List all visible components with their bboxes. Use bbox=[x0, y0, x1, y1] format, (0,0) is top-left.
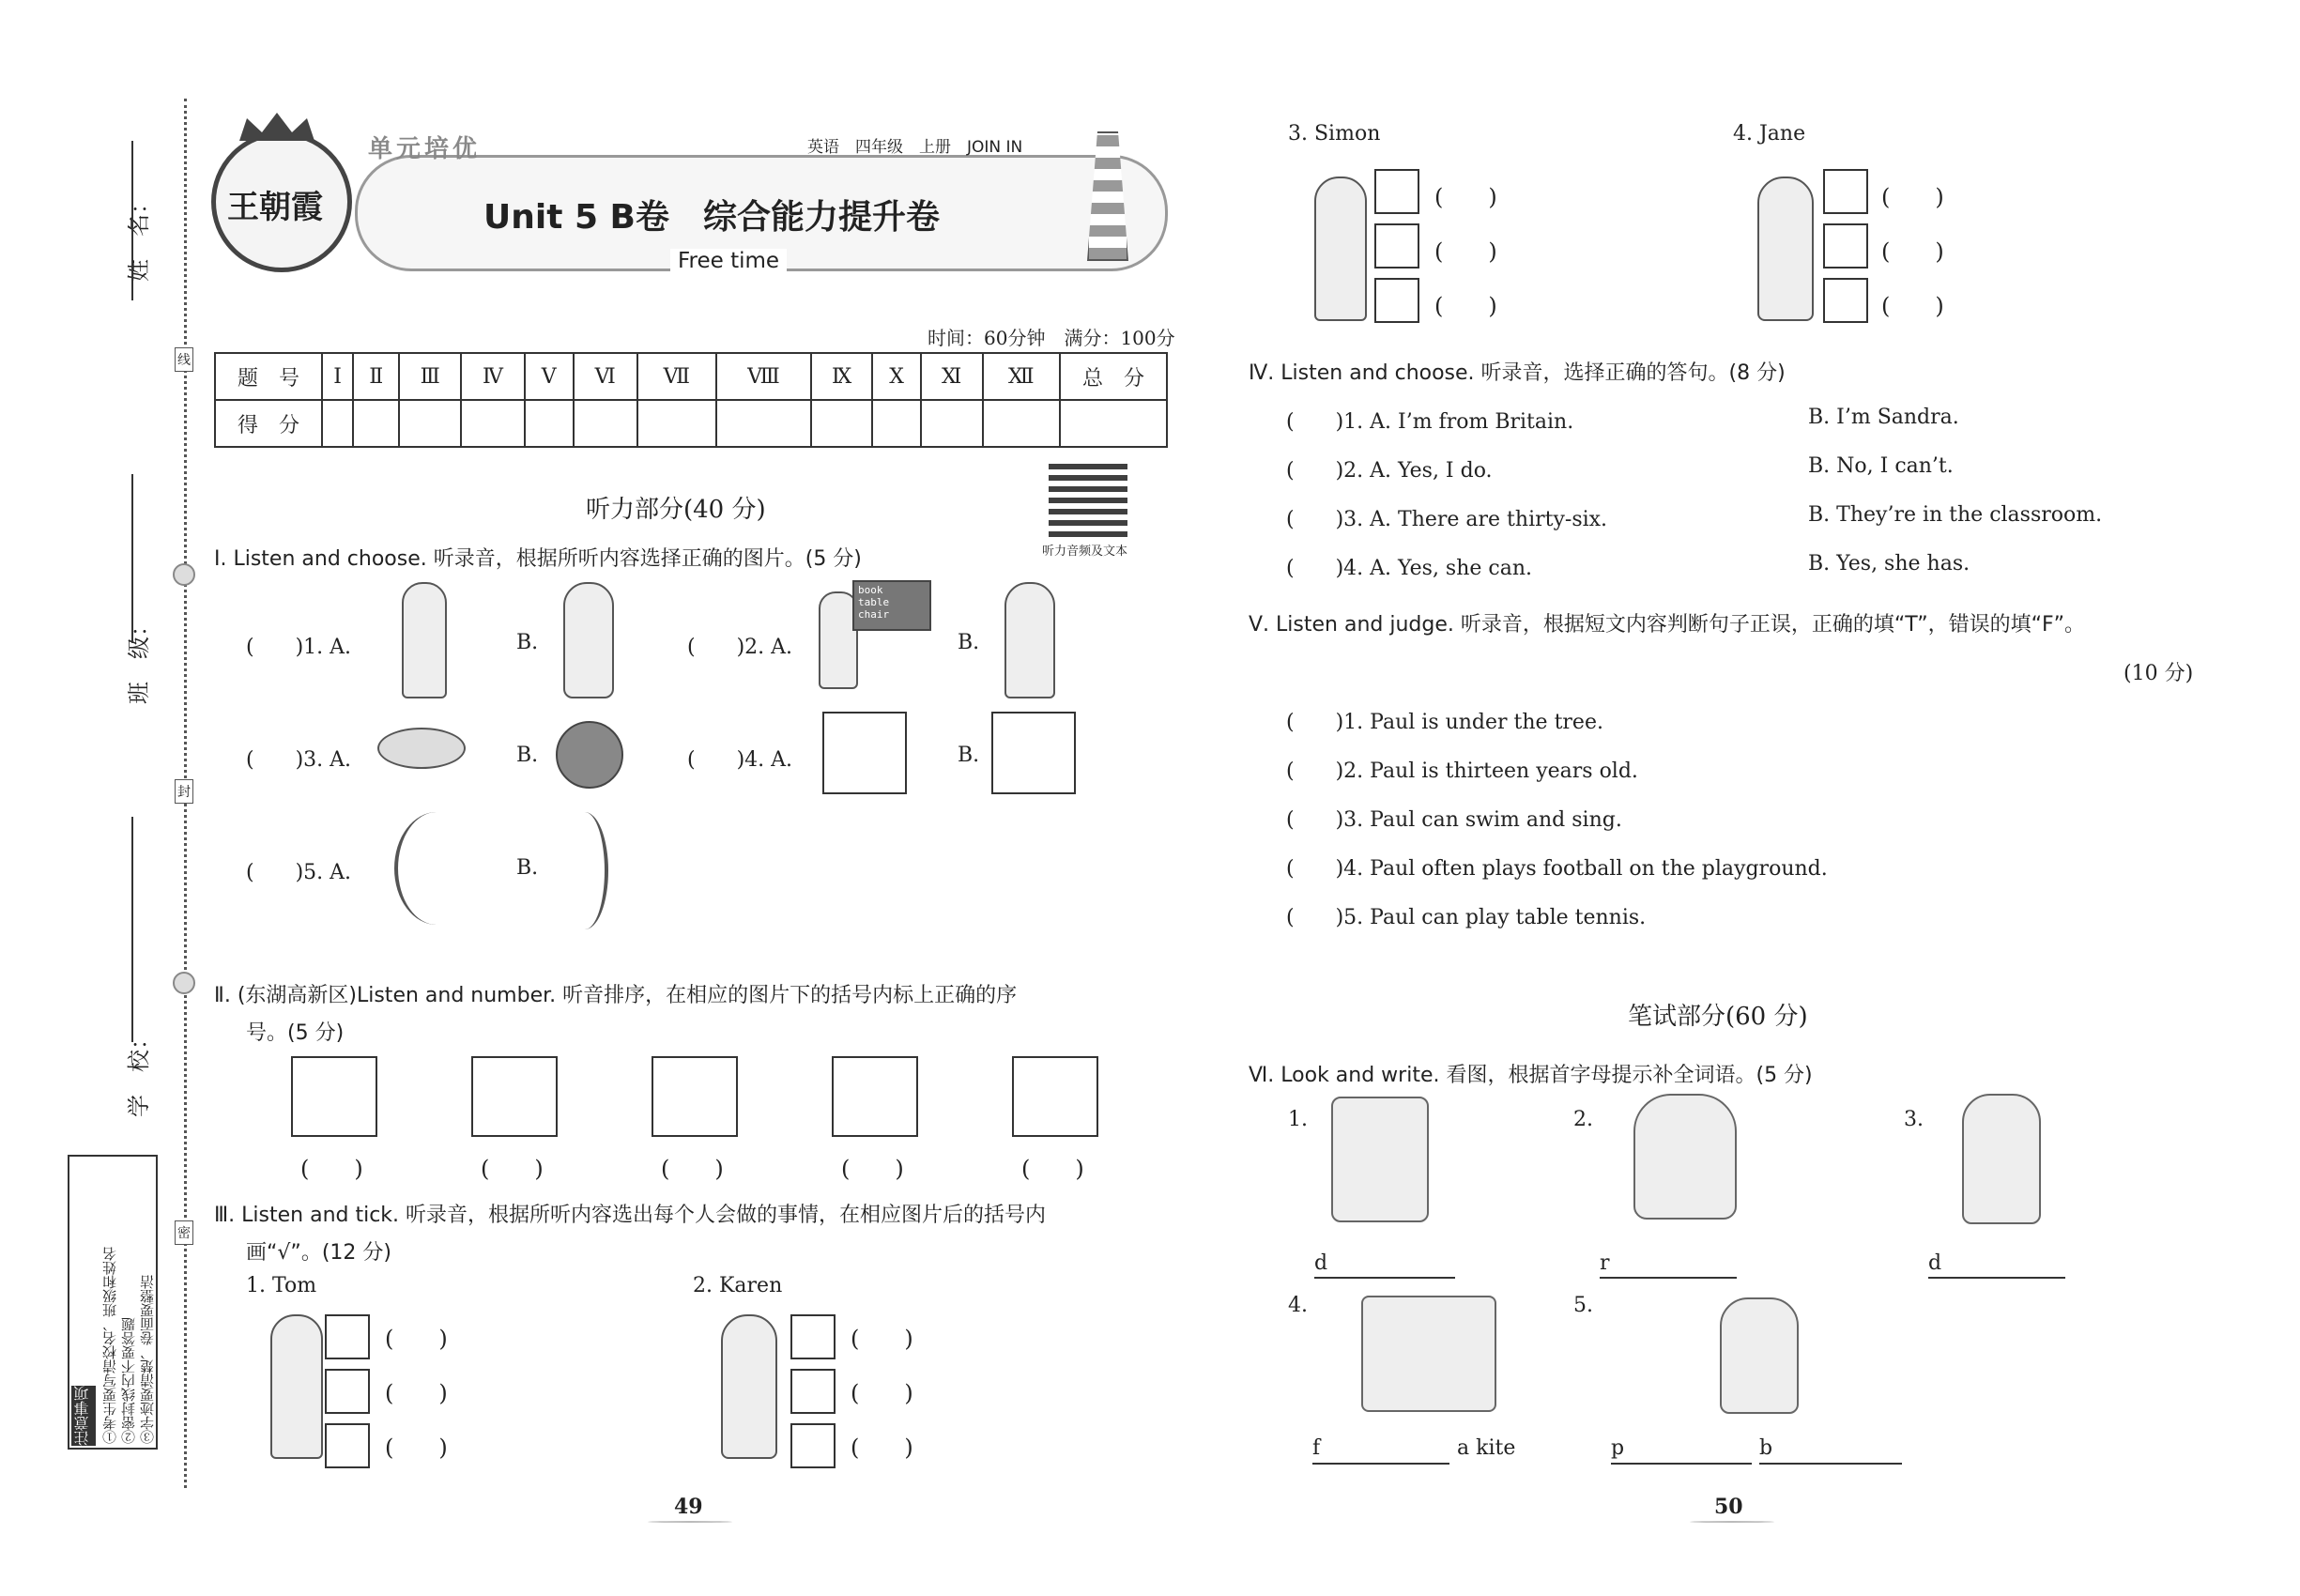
s6-hint-1: d bbox=[1314, 1251, 1328, 1275]
s1-q4-a: ( )4. A. bbox=[687, 748, 793, 772]
s6-hint-4b: a kite bbox=[1457, 1436, 1516, 1460]
score-table bbox=[214, 352, 1168, 448]
school-label: 学 校： bbox=[126, 1027, 152, 1117]
s4-q2-a: ( )2. A. Yes, I do. bbox=[1286, 459, 1493, 483]
score-input[interactable] bbox=[983, 400, 1060, 447]
s4-q3-a: ( )3. A. There are thirty-six. bbox=[1286, 508, 1608, 531]
score-row-label: 得 分 bbox=[215, 400, 322, 447]
board-word: table bbox=[858, 596, 890, 608]
s4-q3-b: B. They’re in the classroom. bbox=[1808, 503, 2103, 527]
guitar-icon bbox=[652, 1056, 738, 1137]
s1-q5-a: ( )5. A. bbox=[246, 861, 352, 884]
skiing-icon bbox=[1823, 278, 1868, 323]
s3-jane-blank-3[interactable]: ( ) bbox=[1881, 293, 1944, 319]
s3-simon-blank-1[interactable]: ( ) bbox=[1434, 184, 1497, 210]
s1-q3-b: B. bbox=[516, 744, 539, 767]
blackboard bbox=[852, 580, 931, 631]
score-input[interactable] bbox=[811, 400, 873, 447]
score-cell: Ⅸ bbox=[811, 353, 873, 400]
s3-karen-blank-3[interactable]: ( ) bbox=[851, 1435, 913, 1461]
s6-num-1: 1. bbox=[1288, 1108, 1308, 1131]
score-input[interactable] bbox=[872, 400, 920, 447]
s3-person-karen: 2. Karen bbox=[693, 1274, 783, 1297]
series-label: 单元培优 bbox=[368, 135, 482, 163]
s6-title: Ⅵ. Look and write. 看图，根据首字母提示补全词语。(5 分) bbox=[1249, 1064, 1813, 1087]
writing-title: 笔试部分(60 分) bbox=[1628, 1003, 1808, 1031]
s5-q5: ( )5. Paul can play table tennis. bbox=[1286, 906, 1647, 929]
ring-1 bbox=[173, 563, 195, 586]
dancing-icon bbox=[1823, 223, 1868, 269]
score-input[interactable] bbox=[921, 400, 983, 447]
s3-tom-blank-2[interactable]: ( ) bbox=[385, 1380, 448, 1406]
basketball-icon bbox=[556, 721, 623, 789]
s6-hint-3: d bbox=[1928, 1251, 1942, 1275]
score-table-score-row bbox=[215, 400, 1167, 447]
tom-icon bbox=[270, 1314, 323, 1459]
s6-hint-2: r bbox=[1600, 1251, 1610, 1275]
s6-answer-1[interactable] bbox=[1314, 1277, 1455, 1279]
s1-q1-b: B. bbox=[516, 631, 539, 654]
s1-q2-b: B. bbox=[958, 631, 980, 654]
s4-q4-b: B. Yes, she has. bbox=[1808, 552, 1970, 575]
s6-answer-3[interactable] bbox=[1928, 1277, 2065, 1279]
skating-icon bbox=[471, 1056, 558, 1137]
s1-q1-a: ( )1. A. bbox=[246, 636, 352, 659]
notes-box bbox=[68, 1155, 158, 1450]
score-cell: Ⅷ bbox=[716, 353, 811, 400]
s6-num-2: 2. bbox=[1573, 1108, 1593, 1131]
score-cell: Ⅹ bbox=[872, 353, 920, 400]
score-cell: Ⅰ bbox=[322, 353, 353, 400]
football-icon bbox=[991, 712, 1076, 794]
score-input[interactable] bbox=[525, 400, 574, 447]
s3-simon-blank-2[interactable]: ( ) bbox=[1434, 238, 1497, 265]
page-ornament-right bbox=[1690, 1521, 1774, 1523]
board-word: book bbox=[858, 584, 883, 596]
s3-karen-blank-1[interactable]: ( ) bbox=[851, 1326, 913, 1352]
flying-kite-icon bbox=[1361, 1296, 1496, 1412]
skating-icon bbox=[790, 1369, 836, 1414]
dancing-icon bbox=[790, 1314, 836, 1359]
s4-q4-a: ( )4. A. Yes, she can. bbox=[1286, 557, 1533, 580]
note-3: ③字迹要清楚、卷面要整洁 bbox=[139, 1275, 156, 1444]
s1-q4-b: B. bbox=[958, 744, 980, 767]
s6-answer-5b[interactable] bbox=[1759, 1463, 1902, 1465]
s5-points: (10 分) bbox=[2124, 662, 2194, 685]
s4-title: Ⅳ. Listen and choose. 听录音，选择正确的答句。(8 分) bbox=[1249, 361, 1786, 385]
school-field[interactable] bbox=[131, 817, 133, 1042]
notes-title: 注意事项 bbox=[71, 1386, 96, 1446]
score-input[interactable] bbox=[574, 400, 637, 447]
score-cell: Ⅺ bbox=[921, 353, 983, 400]
note-1: ①考生要写清校名、班级和姓名 bbox=[101, 1247, 118, 1444]
s3-tom-blank-3[interactable]: ( ) bbox=[385, 1435, 448, 1461]
cut-mark-1: 线 bbox=[175, 347, 193, 372]
s5-q1: ( )1. Paul is under the tree. bbox=[1286, 711, 1603, 734]
score-cell: Ⅲ bbox=[399, 353, 461, 400]
dancing-icon bbox=[1374, 223, 1419, 269]
s3-person-jane: 4. Jane bbox=[1733, 122, 1806, 146]
skiing-icon bbox=[822, 712, 907, 794]
s2-blank-3[interactable]: ( ) bbox=[661, 1156, 724, 1182]
score-table-header-row bbox=[215, 353, 1167, 400]
s3-person-tom: 1. Tom bbox=[246, 1274, 317, 1297]
note-2: ②密封线内不要答题 bbox=[120, 1317, 137, 1444]
s1-q3-a: ( )3. A. bbox=[246, 748, 352, 772]
karen-icon bbox=[721, 1314, 777, 1459]
s6-answer-5a[interactable] bbox=[1611, 1463, 1752, 1465]
score-input[interactable] bbox=[1060, 400, 1167, 447]
qr-caption: 听力音频及文本 bbox=[1042, 545, 1128, 559]
qr-code-icon[interactable] bbox=[1049, 458, 1127, 537]
s5-q3: ( )3. Paul can swim and sing. bbox=[1286, 808, 1622, 832]
page-number-right: 50 bbox=[1714, 1495, 1743, 1519]
class-label: 班 级： bbox=[126, 614, 152, 704]
s1-q2-a: ( )2. A. bbox=[687, 636, 793, 659]
header-meta: 英语 四年级 上册 JOIN IN bbox=[807, 138, 1023, 157]
brand-name: 王朝霞 bbox=[227, 189, 323, 226]
dancing-icon bbox=[325, 1314, 370, 1359]
score-cell: 题 号 bbox=[215, 353, 322, 400]
s6-hint-5b: b bbox=[1759, 1436, 1773, 1460]
brand-logo bbox=[211, 131, 352, 272]
score-input[interactable] bbox=[322, 400, 353, 447]
score-cell: 总 分 bbox=[1060, 353, 1167, 400]
skating-icon bbox=[325, 1369, 370, 1414]
swimming-icon bbox=[1012, 1056, 1098, 1137]
s2-title: Ⅱ. (东湖高新区)Listen and number. 听音排序，在相应的图片下的括号内标上正确的序 bbox=[214, 984, 1018, 1007]
basketball-boy-icon bbox=[1720, 1297, 1799, 1414]
page-subtitle: Free time bbox=[670, 249, 787, 273]
score-cell: Ⅻ bbox=[983, 353, 1060, 400]
name-label: 姓 名： bbox=[126, 192, 152, 282]
drawing-boy-icon bbox=[1331, 1097, 1429, 1222]
boy-icon bbox=[402, 582, 447, 698]
board-word: chair bbox=[858, 608, 890, 621]
score-cell: Ⅵ bbox=[574, 353, 637, 400]
score-cell: Ⅴ bbox=[525, 353, 574, 400]
s3-simon-blank-3[interactable]: ( ) bbox=[1434, 293, 1497, 319]
singing-icon bbox=[1374, 169, 1419, 214]
s2-blank-2[interactable]: ( ) bbox=[481, 1156, 544, 1182]
s1-q5-b: B. bbox=[516, 856, 539, 880]
s4-q1-b: B. I’m Sandra. bbox=[1808, 406, 1959, 429]
bow-icon bbox=[561, 812, 608, 929]
piano-icon bbox=[832, 1056, 918, 1137]
lighthouse-icon bbox=[1087, 131, 1128, 261]
s2-blank-1[interactable]: ( ) bbox=[300, 1156, 363, 1182]
s1-title: Ⅰ. Listen and choose. 听录音，根据所听内容选择正确的图片。(5 分) bbox=[214, 547, 862, 571]
s6-answer-4[interactable] bbox=[1312, 1463, 1449, 1465]
ring-2 bbox=[173, 972, 195, 994]
crown-icon bbox=[239, 113, 314, 141]
score-cell: Ⅶ bbox=[637, 353, 716, 400]
bow-arrow-icon bbox=[394, 812, 479, 925]
s5-title: Ⅴ. Listen and judge. 听录音，根据短文内容判断句子正误，正确的填“T”，错误的填“F”。 bbox=[1249, 613, 2086, 637]
ping-pong-icon bbox=[325, 1423, 370, 1468]
score-cell: Ⅳ bbox=[461, 353, 525, 400]
score-input[interactable] bbox=[461, 400, 525, 447]
s5-q2: ( )2. Paul is thirteen years old. bbox=[1286, 760, 1638, 783]
s6-answer-2[interactable] bbox=[1600, 1277, 1737, 1279]
s2-title-cont: 号。(5 分) bbox=[246, 1021, 345, 1045]
s4-q2-b: B. No, I can’t. bbox=[1808, 454, 1954, 478]
listening-title: 听力部分(40 分) bbox=[586, 496, 766, 524]
s2-blank-4[interactable]: ( ) bbox=[841, 1156, 904, 1182]
cut-mark-3: 密 bbox=[175, 1220, 193, 1245]
skiing-icon bbox=[1374, 278, 1419, 323]
ping-pong-paddles-icon bbox=[377, 728, 466, 769]
s4-q1-a: ( )1. A. I’m from Britain. bbox=[1286, 410, 1574, 434]
s3-title: Ⅲ. Listen and tick. 听录音，根据所听内容选出每个人会做的事情，在相应图片后的括号内 bbox=[214, 1204, 1047, 1227]
cycling-icon bbox=[291, 1056, 377, 1137]
score-input[interactable] bbox=[716, 400, 811, 447]
girl-icon bbox=[563, 582, 614, 698]
s6-hint-4: f bbox=[1312, 1436, 1321, 1460]
score-input[interactable] bbox=[399, 400, 461, 447]
s3-tom-blank-1[interactable]: ( ) bbox=[385, 1326, 448, 1352]
class-field[interactable] bbox=[131, 474, 133, 643]
page-number-left: 49 bbox=[674, 1495, 703, 1519]
ping-pong-icon bbox=[790, 1423, 836, 1468]
name-field[interactable] bbox=[131, 141, 133, 300]
page-title: Unit 5 B卷 综合能力提升卷 bbox=[483, 198, 940, 237]
s6-num-3: 3. bbox=[1904, 1108, 1924, 1131]
page-ornament-left bbox=[648, 1521, 732, 1523]
score-cell: Ⅱ bbox=[353, 353, 399, 400]
s3-jane-blank-1[interactable]: ( ) bbox=[1881, 184, 1944, 210]
s2-blank-5[interactable]: ( ) bbox=[1021, 1156, 1084, 1182]
cut-mark-2: 封 bbox=[175, 779, 193, 804]
s3-title-cont: 画“√”。(12 分) bbox=[246, 1241, 391, 1265]
score-input[interactable] bbox=[637, 400, 716, 447]
score-input[interactable] bbox=[353, 400, 399, 447]
s5-q4: ( )4. Paul often plays football on the playground. bbox=[1286, 857, 1828, 881]
s6-num-4: 4. bbox=[1288, 1294, 1308, 1317]
s6-hint-5: p bbox=[1611, 1436, 1625, 1460]
reading-boy-icon bbox=[1633, 1094, 1737, 1220]
dancing-girl-icon bbox=[1962, 1094, 2041, 1224]
s3-jane-blank-2[interactable]: ( ) bbox=[1881, 238, 1944, 265]
s6-num-5: 5. bbox=[1573, 1294, 1593, 1317]
jane-icon bbox=[1757, 176, 1814, 321]
singing-icon bbox=[1823, 169, 1868, 214]
boy-backpack-icon bbox=[1004, 582, 1055, 698]
simon-icon bbox=[1314, 176, 1367, 321]
s3-karen-blank-2[interactable]: ( ) bbox=[851, 1380, 913, 1406]
s3-person-simon: 3. Simon bbox=[1288, 122, 1381, 146]
time-score: 时间：60分钟 满分：100分 bbox=[928, 327, 1175, 349]
